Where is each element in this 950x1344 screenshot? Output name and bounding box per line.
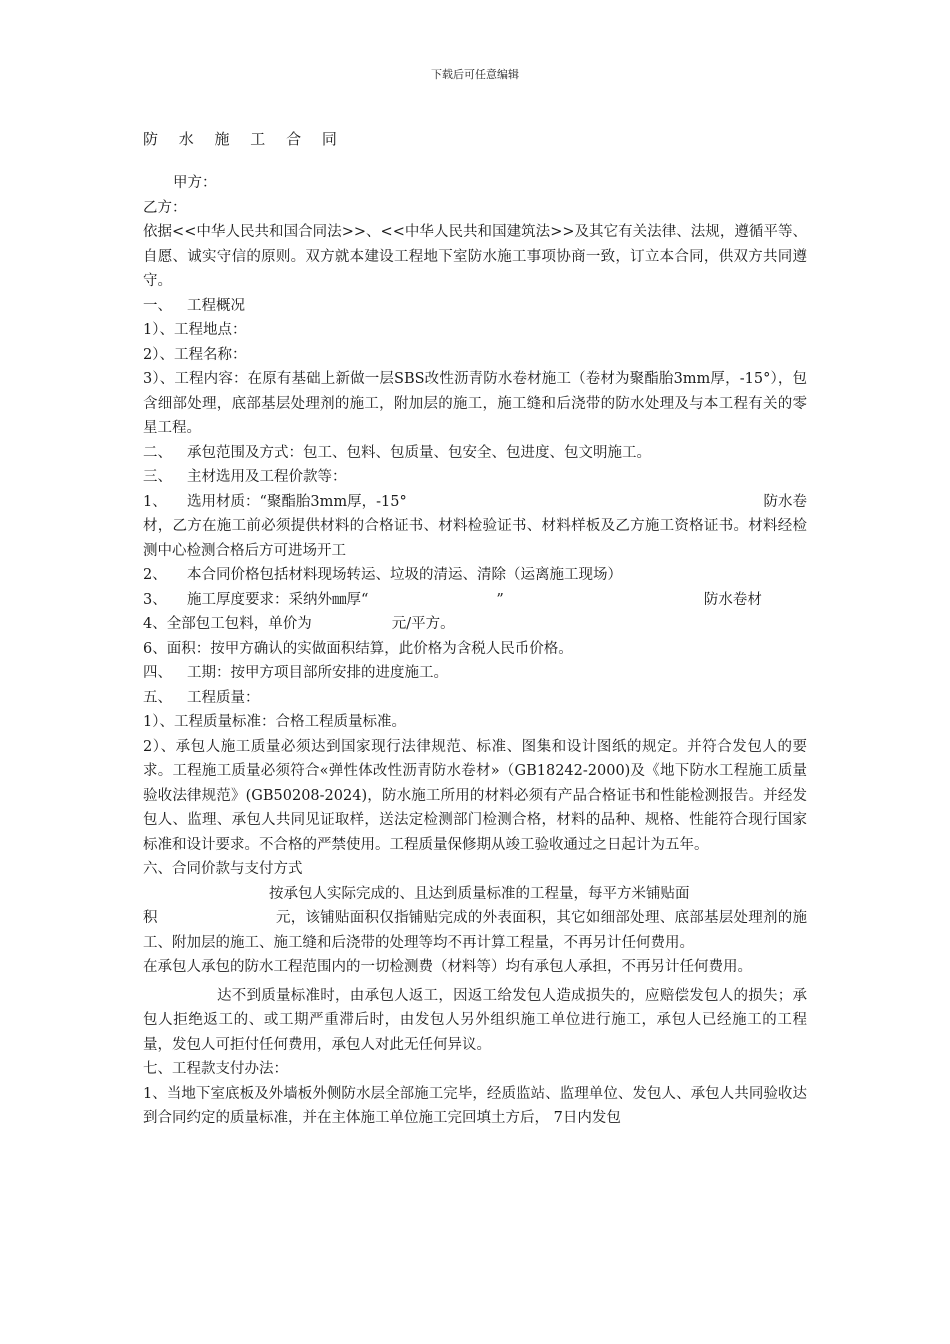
- section-6-para-3: 达不到质量标准时，由承包人返工，因返工给发包人造成损失的，应赔偿发包人的损失；承包人拒绝返工的、或工期严重滞后时，由发包人另外组织施工单位进行施工，承包人已经施工的工程量，发包人可拒付任何费用，承包人对此无任何异议。: [143, 987, 807, 1053]
- document-body: [143, 171, 807, 1131]
- section-title: 承包范围及方式：包工、包料、包质量、包安全、包进度、包文明施工。: [187, 444, 651, 461]
- section-title: 工程概况: [187, 297, 245, 314]
- para-text: 按承包人实际完成的、且达到质量标准的工程量，每平方米铺贴面: [269, 885, 690, 902]
- section-6-para-1-cont: [143, 906, 807, 955]
- section-number: 三、: [143, 469, 172, 485]
- para-text-tail: 元，该铺贴面积仅指铺贴完成的外表面积，其它如细部处理、底部基层处理剂的施工、附加层的施工、施工缝和后浇带的处理等均不再计算工程量，不再另计任何费用。: [143, 910, 808, 951]
- section-number: 一、: [143, 297, 172, 314]
- party-a-line: 甲方：: [173, 175, 217, 191]
- item-text-tail: 防水卷材: [703, 591, 762, 608]
- section-number: 二、: [143, 444, 172, 461]
- section-title: 工程质量：: [187, 689, 260, 706]
- item-text: 选用材质：“聚酯胎3mm厚，-15°: [187, 493, 407, 510]
- item-text: 施工厚度要求：采纳外㎜厚“: [187, 591, 369, 608]
- section-4-heading: [143, 661, 807, 686]
- section-title: 工期：按甲方项目部所安排的进度施工。: [187, 665, 448, 681]
- section-5-heading: [143, 686, 807, 711]
- item-text-quote: ”: [496, 591, 504, 608]
- document-title: 防 水 施 工 合 同: [143, 130, 345, 148]
- section-3-heading: [143, 465, 807, 490]
- section-3-item-1-cont: 材，乙方在施工前必须提供材料的合格证书、材料检验证书、材料样板及乙方施工资格证书。材料经检测中心检测合格后方可进场开工: [143, 518, 807, 559]
- section-number: 四、: [143, 665, 172, 681]
- section-3-item-6: 6、面积：按甲方确认的实做面积结算，此价格为含税人民币价格。: [143, 640, 573, 657]
- section-7-item-1: 1、当地下室底板及外墙板外侧防水层全部施工完毕，经质监站、监理单位、发包人、承包人共同验收达到合同约定的质量标准，并在主体施工单位施工完回填土方后， 7日内发包: [143, 1085, 807, 1126]
- section-1-item-2: 2）、工程名称：: [143, 346, 247, 363]
- section-6-para-2: 在承包人承包的防水工程范围内的一切检测费（材料等）均有承包人承担，不再另计任何费用。: [143, 959, 752, 975]
- section-1-item-3: 3）、工程内容：在原有基础上新做一层SBS改性沥青防水卷材施工（卷材为聚酯胎3mm厚，-15°），包含细部处理，底部基层处理剂的施工，附加层的施工，施工缝和后浇带的防水处理及与本工程有关的零星工程。: [143, 371, 807, 436]
- section-2-heading: [143, 441, 807, 466]
- section-6-heading: 六、合同价款与支付方式: [143, 861, 303, 877]
- item-number: 3、: [143, 591, 167, 608]
- item-text-tail: 防水卷: [763, 493, 807, 510]
- section-5-item-1: 1）、工程质量标准：合格工程质量标准。: [143, 714, 406, 730]
- party-b-line: 乙方：: [143, 199, 187, 216]
- intro-paragraph: 依据<<中华人民共和国合同法>>、<<中华人民共和国建筑法>>及其它有关法律、法规，遵循平等、自愿、诚实守信的原则。双方就本建设工程地下室防水施工事项协商一致，订立本合同，供双方共同遵守。: [143, 224, 807, 289]
- item-number: 1、: [143, 493, 167, 510]
- item-text: 本合同价格包括材料现场转运、垃圾的清运、清除（运离施工现场）: [187, 567, 622, 583]
- item-text-tail: 元/平方。: [391, 616, 455, 632]
- item-text: 4、全部包工包料，单价为: [143, 616, 312, 632]
- section-7-heading: 七、工程款支付办法：: [143, 1061, 288, 1077]
- section-title: 主材选用及工程价款等：: [187, 469, 347, 485]
- section-3-item-2: [143, 563, 807, 588]
- section-1-heading: [143, 294, 807, 319]
- section-1-item-1: 1）、工程地点：: [143, 322, 247, 338]
- section-number: 五、: [143, 689, 172, 706]
- item-number: 2、: [143, 567, 167, 583]
- para-text: 积: [143, 910, 158, 926]
- section-3-item-3: [143, 588, 807, 613]
- section-3-item-1-line: [143, 490, 807, 515]
- header-note: 下载后可任意编辑: [431, 68, 519, 81]
- section-6-para-1-line: [143, 882, 807, 907]
- section-5-item-2: 2）、承包人施工质量必须达到国家现行法律规范、标准、图集和设计图纸的规定。并符合发包人的要求。工程施工质量必须符合«弹性体改性沥青防水卷材»（GB18242-2000)及《地下防水工程施工质量验收法律规范》(GB50208-2024)，防水施工所用的材料必须有产品合格证书和性能检测报告。并经发包人、监理、承包人共同见证取样，送法定检测部门检测合格，材料的品种、规格、性能符合现行国家标准和设计要求。不合格的严禁使用。工程质量保修期从竣工验收通过之日起计为五年。: [143, 738, 807, 853]
- section-3-item-4: [143, 612, 807, 637]
